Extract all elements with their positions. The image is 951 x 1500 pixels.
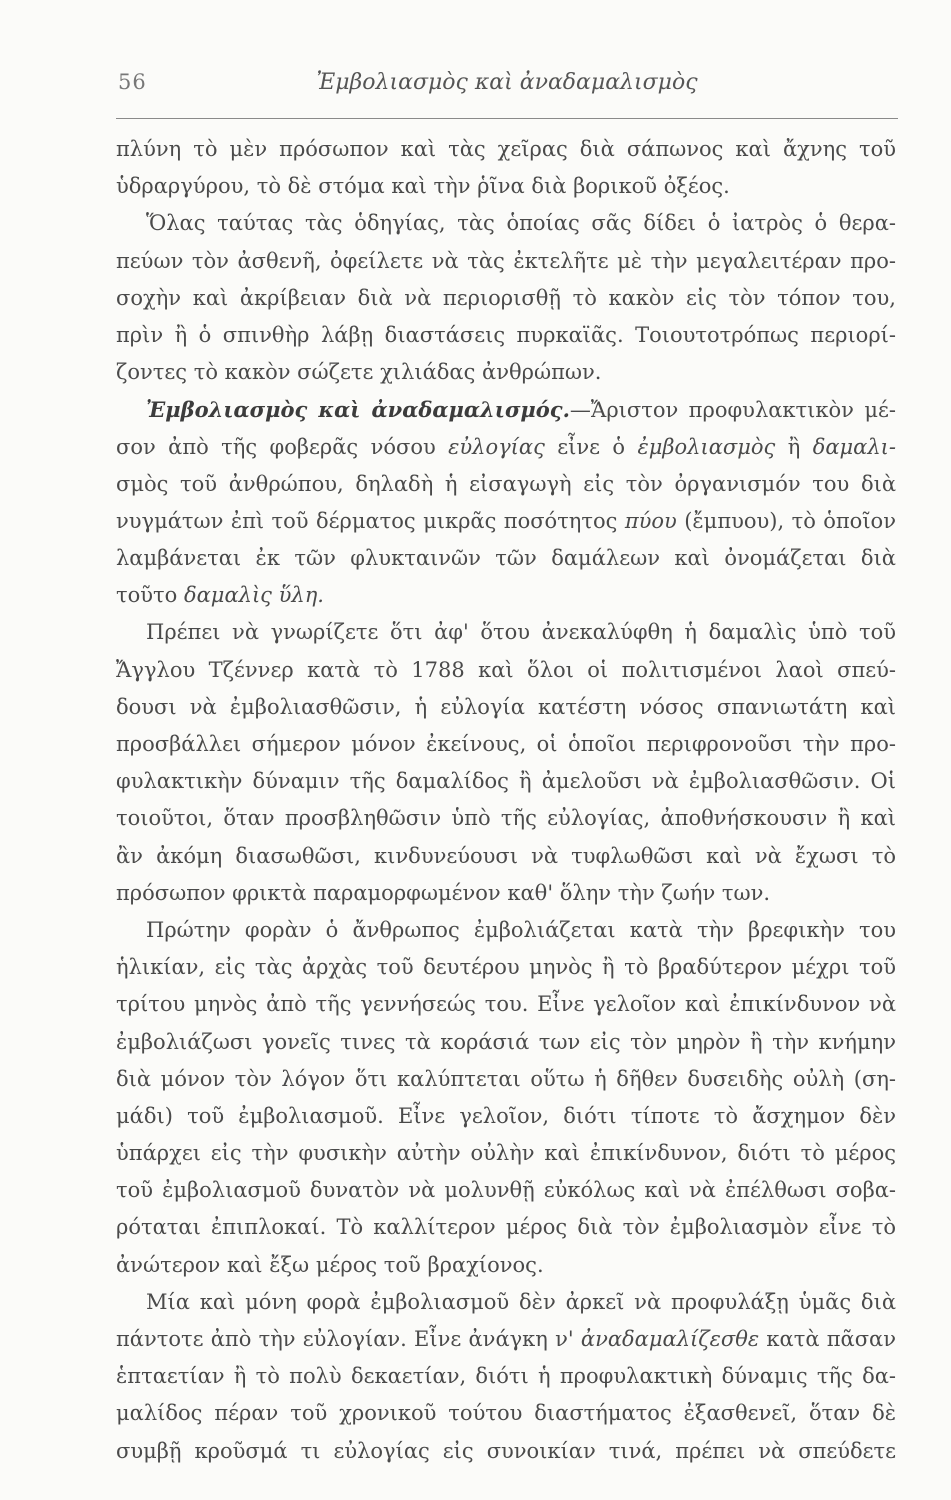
text-line: ἡλικίαν, εἰς τὰς ἀρχὰς τοῦ δευτέρου μηνὸς ἢ τὸ βραδύτερον μέχρι τοῦ	[116, 955, 896, 980]
section-heading: Ἐμβολιασμὸς καὶ ἀναδαμαλισμός.	[146, 397, 570, 423]
term-vaccination-2: δαμαλι-	[812, 434, 896, 459]
term-revaccinate: ἀναδαμαλίζεσθε	[580, 1327, 760, 1351]
text-line: ζοντες τὸ κακὸν σώζετε χιλιάδας ἀνθρώπων.	[116, 360, 602, 385]
text-line: ἑπταετίαν ἢ τὸ πολὺ δεκαετίαν, διότι ἡ προφυλακτικὴ δύναμις τῆς δα-	[116, 1364, 896, 1389]
text-line: ὑπάρχει εἰς τὴν φυσικὴν αὐτὴν οὐλὴν καὶ ἐπικίνδυνον, διότι τὸ μέρος	[116, 1141, 896, 1166]
text-line: συμβῇ κροῦσμά τι εὐλογίας εἰς συνοικίαν τινά, πρέπει νὰ σπεύδετε	[116, 1438, 896, 1463]
text-line: πεύων τὸν ἀσθενῆ, ὀφείλετε νὰ τὰς ἐκτελῆτε μὲ τὴν μεγαλειτέραν προ-	[116, 248, 896, 273]
text-line	[116, 577, 896, 614]
text-segment: τοῦτο	[116, 583, 178, 608]
text-segment: ἢ	[787, 434, 801, 459]
text-line: πλύνη τὸ μὲν πρόσωπον καὶ τὰς χεῖρας διὰ σάπωνος καὶ ἄχνης τοῦ	[116, 137, 896, 161]
text-line: δουσι νὰ ἐμβολιασθῶσιν, ἡ εὐλογία κατέστη νόσος σπανιωτάτη καὶ	[116, 694, 896, 719]
page-number: 56	[118, 70, 147, 94]
heading-continuation: —Ἄριστον προφυλακτικὸν μέ-	[569, 398, 896, 423]
text-line: διὰ μόνον τὸν λόγον ὅτι καλύπτεται οὕτω ἡ δῆθεν δυσειδὴς οὐλὴ (ση-	[116, 1066, 896, 1091]
text-segment: εἶνε ὁ	[557, 434, 626, 459]
section-heading-line	[116, 391, 896, 428]
text-line: τοῦ ἐμβολιασμοῦ δυνατὸν νὰ μολυνθῇ εὐκόλως καὶ νὰ ἐπέλθωσι σοβα-	[116, 1178, 896, 1203]
page-header	[118, 70, 896, 106]
text-segment: κατὰ πᾶσαν	[766, 1327, 896, 1351]
term-variola: εὐλογίας	[448, 434, 545, 459]
text-line: τοιοῦτοι, ὅταν προσβληθῶσιν ὑπὸ τῆς εὐλογίας, ἀποθνήσκουσιν ἢ καὶ	[116, 806, 896, 831]
text-line: ἂν ἀκόμη διασωθῶσι, κινδυνεύουσι νὰ τυφλωθῶσι καὶ νὰ ἔχωσι τὸ	[116, 843, 896, 868]
text-line	[116, 429, 896, 466]
text-line: λαμβάνεται ἐκ τῶν φλυκταινῶν τῶν δαμάλεων καὶ ὀνομάζεται διὰ	[116, 546, 896, 571]
text-line: πρὶν ἢ ὁ σπινθὴρ λάβῃ διαστάσεις πυρκαϊᾶς. Τοιουτοτρόπως περιορί-	[116, 322, 896, 347]
term-vaccination: ἐμβολιασμὸς	[637, 434, 776, 459]
text-line: μάδι) τοῦ ἐμβολιασμοῦ. Εἶνε γελοῖον, διότι τίποτε τὸ ἄσχημον δὲν	[116, 1103, 896, 1128]
paragraph-start-line: Μία καὶ μόνη φορὰ ἐμβολιασμοῦ δὲν ἀρκεῖ νὰ προφυλάξῃ ὑμᾶς διὰ	[146, 1289, 896, 1314]
term-lymph: δαμαλὶς ὕλη.	[183, 583, 324, 608]
paragraph-start-line: Ὅλας ταύτας τὰς ὁδηγίας, τὰς ὁποίας σᾶς δίδει ὁ ἰατρὸς ὁ θερα-	[146, 211, 896, 236]
running-title: Ἐμβολιασμὸς καὶ ἀναδαμαλισμὸς	[316, 70, 698, 95]
text-line: σμὸς τοῦ ἀνθρώπου, δηλαδὴ ἡ εἰσαγωγὴ εἰς τὸν ὀργανισμόν του διὰ	[116, 471, 896, 496]
text-segment: σον ἀπὸ τῆς φοβερᾶς νόσου	[116, 434, 436, 459]
text-segment: νυγμάτων ἐπὶ τοῦ δέρματος μικρᾶς ποσότητος	[116, 508, 618, 533]
text-line: τρίτου μηνὸς ἀπὸ τῆς γεννήσεώς του. Εἶνε γελοῖον καὶ ἐπικίνδυνον νὰ	[116, 992, 896, 1017]
text-segment: (ἔμπυου), τὸ ὁποῖον	[684, 508, 896, 533]
text-line: μαλίδος πέραν τοῦ χρονικοῦ τούτου διαστήματος ἐξασθενεῖ, ὅταν δὲ	[116, 1401, 896, 1426]
paragraph-start-line: Πρέπει νὰ γνωρίζετε ὅτι ἀφ' ὅτου ἀνεκαλύφθη ἡ δαμαλὶς ὑπὸ τοῦ	[146, 620, 896, 645]
term-pus: πύου	[624, 508, 677, 533]
text-line: φυλακτικὴν δύναμιν τῆς δαμαλίδος ἢ ἀμελοῦσι νὰ ἐμβολιασθῶσιν. Οἱ	[116, 769, 896, 794]
text-line	[116, 1321, 896, 1358]
text-line: προσβάλλει σήμερον μόνον ἐκείνους, οἱ ὁποῖοι περιφρονοῦσι τὴν προ-	[116, 732, 896, 756]
text-line: σοχὴν καὶ ἀκρίβειαν διὰ νὰ περιορισθῇ τὸ κακὸν εἰς τὸν τόπον του,	[116, 285, 896, 310]
text-line: πρόσωπον φρικτὰ παραμορφωμένον καθ' ὅλην τὴν ζωήν των.	[116, 880, 771, 905]
text-line: ἀνώτερον καὶ ἔξω μέρος τοῦ βραχίονος.	[116, 1252, 544, 1277]
text-line: Ἄγγλου Τζέννερ κατὰ τὸ 1788 καὶ ὅλοι οἱ πολιτισμένοι λαοὶ σπεύ-	[116, 657, 896, 682]
paragraph-start-line: Πρώτην φορὰν ὁ ἄνθρωπος ἐμβολιάζεται κατὰ τὴν βρεφικὴν του	[146, 917, 896, 942]
text-line: ὑδραργύρου, τὸ δὲ στόμα καὶ τὴν ῥῖνα διὰ βορικοῦ ὀξέος.	[116, 174, 730, 199]
text-line: ἐμβολιάζωσι γονεῖς τινες τὰ κοράσιά των εἰς τὸν μηρὸν ἢ τὴν κνήμην	[116, 1029, 896, 1054]
body-text	[116, 131, 896, 1470]
text-segment: πάντοτε ἀπὸ τὴν εὐλογίαν. Εἶνε ἀνάγκη ν'	[116, 1327, 574, 1351]
text-line	[116, 503, 896, 540]
header-rule	[116, 118, 898, 119]
text-line: ρόταται ἐπιπλοκαί. Τὸ καλλίτερον μέρος διὰ τὸν ἐμβολιασμὸν εἶνε τὸ	[116, 1215, 896, 1240]
